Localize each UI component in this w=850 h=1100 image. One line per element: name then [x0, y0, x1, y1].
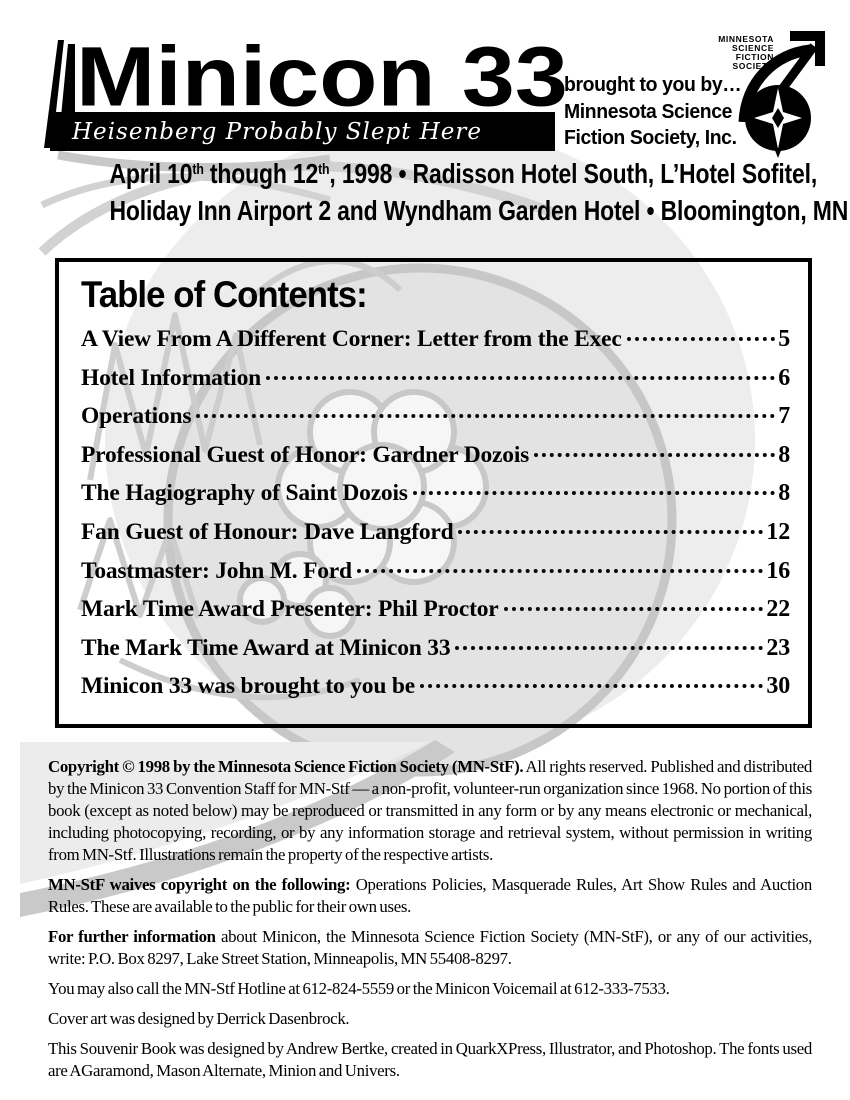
- superscript-th: th: [318, 161, 330, 178]
- toc-entry-title: Minicon 33 was brought to you be: [81, 673, 415, 700]
- paragraph-text: All rights reserved. Published and distributed by the Minicon 33 Convention Staff for MN-Stf — a non-profit, volunteer-run organization since 1968. No portion of this book (except as noted below) may be reproduced or transmitted in any form or by any means electronic or mechanical, including photocopying, recording, or by any information storage and retrieval system, without permission in writing from MN-Stf. Illustrations remain the property of the respective artists.: [48, 757, 812, 864]
- toc-entry-title: Fan Guest of Honour: Dave Langford: [81, 518, 454, 545]
- toc-entry-page: 12: [766, 518, 790, 545]
- toc-entry-page: 23: [766, 634, 790, 661]
- toc-entry: [81, 480, 790, 519]
- toc-entry: [81, 403, 790, 442]
- brought-line-2: Minnesota Science: [564, 100, 733, 123]
- copyright-paragraph: [48, 756, 812, 866]
- toc-entry: [81, 635, 790, 674]
- toc-entry-page: 30: [766, 673, 790, 700]
- paragraph-text: You may also call the MN-Stf Hotline at 612-824-5559 or the Minicon Voicemail at 612-333-7533.: [48, 979, 670, 998]
- toc-entry: [81, 326, 790, 365]
- toc-dot-leader: [458, 530, 763, 534]
- toc-entry: [81, 673, 790, 712]
- superscript-th: th: [192, 161, 204, 178]
- mnstf-logo-icon: [702, 28, 844, 158]
- date-venue-bar: [40, 158, 849, 226]
- toc-entry-title: A View From A Different Corner: Letter from the Exec: [81, 326, 622, 352]
- copyright-paragraph: [48, 1038, 812, 1082]
- paragraph-text: about Minicon, the Minnesota Science Fiction Society (MN-StF), or any of our activities, write: P.O. Box 8297, Lake Street Station, Minneapolis, MN 55408-8297.: [48, 927, 812, 968]
- copyright-paragraph: [48, 978, 812, 1000]
- toc-entry: [81, 365, 790, 404]
- toc-title: Table of Contents:: [81, 274, 367, 315]
- toc-box: [55, 258, 812, 728]
- svg-text:MINNESOTA: MINNESOTA: [718, 34, 774, 44]
- mnstf-star-tail: [774, 148, 782, 158]
- copyright-paragraph: [48, 874, 812, 918]
- toc-dot-leader: [504, 607, 764, 611]
- toc-entry-title: Operations: [81, 403, 192, 430]
- toc-entry-page: 16: [766, 557, 790, 584]
- brought-line-1: brought to you by…: [564, 74, 742, 96]
- tagline-text: Heisenberg Probably Slept Here: [72, 118, 483, 145]
- paragraph-lead: For further information: [48, 927, 216, 946]
- toc-list: [81, 326, 790, 712]
- toc-dot-leader: [534, 453, 775, 457]
- date-line-1: April 10th though 12th, 1998 • Radisson Hotel South, L’Hotel Sofitel,: [109, 158, 818, 189]
- toc-dot-leader: [357, 569, 763, 573]
- copyright-paragraph: [48, 926, 812, 970]
- toc-dot-leader: [455, 646, 763, 650]
- toc-entry-title: The Mark Time Award at Minicon 33: [81, 634, 451, 661]
- mnstf-arrow-icon: [780, 36, 820, 92]
- toc-dot-leader: [420, 684, 763, 688]
- toc-entry: [81, 442, 790, 481]
- toc-dot-leader: [627, 337, 776, 341]
- toc-entry-page: 5: [778, 326, 790, 352]
- toc-entry-page: 7: [778, 403, 790, 430]
- toc-entry-page: 6: [778, 364, 790, 391]
- toc-entry: [81, 519, 790, 558]
- toc-entry-title: The Hagiography of Saint Dozois: [81, 480, 408, 507]
- toc-dot-leader: [196, 414, 775, 418]
- toc-dot-leader: [266, 376, 775, 380]
- toc-entry: [81, 558, 790, 597]
- minicon-wordmark: Minicon 33: [76, 28, 568, 124]
- copyright-section: [48, 756, 812, 1090]
- toc-entry-title: Hotel Information: [81, 364, 262, 391]
- copyright-paragraph: [48, 1008, 812, 1030]
- brought-line-3: Fiction Society, Inc.: [564, 127, 737, 149]
- toc-entry-page: 8: [778, 480, 790, 507]
- paragraph-text: This Souvenir Book was designed by Andrew Bertke, created in QuarkXPress, Illustrator, and Photoshop. The fonts used are AGaramond, Mason Alternate, Minion and Univers.: [48, 1039, 812, 1080]
- toc-entry-title: Toastmaster: John M. Ford: [81, 557, 352, 584]
- toc-entry-page: 22: [766, 596, 790, 623]
- svg-text:SOCIETY: SOCIETY: [732, 61, 774, 71]
- toc-entry-title: Professional Guest of Honor: Gardner Dozois: [81, 441, 530, 468]
- paragraph-lead: MN-StF waives copyright on the following:: [48, 875, 351, 894]
- paragraph-lead: Copyright © 1998 by the Minnesota Science Fiction Society (MN-StF).: [48, 757, 524, 776]
- toc-dot-leader: [413, 491, 775, 495]
- svg-text:FICTION: FICTION: [735, 52, 774, 62]
- toc-entry: [81, 596, 790, 635]
- svg-text:SCIENCE: SCIENCE: [732, 43, 774, 53]
- toc-entry-title: Mark Time Award Presenter: Phil Proctor: [81, 596, 499, 623]
- paragraph-text: Operations Policies, Masquerade Rules, Art Show Rules and Auction Rules. These are available to the public for their own uses.: [48, 875, 812, 916]
- toc-entry-page: 8: [778, 441, 790, 468]
- paragraph-text: Cover art was designed by Derrick Dasenbrock.: [48, 1009, 350, 1028]
- date-line-2: Holiday Inn Airport 2 and Wyndham Garden Hotel • Bloomington, MN: [109, 194, 849, 226]
